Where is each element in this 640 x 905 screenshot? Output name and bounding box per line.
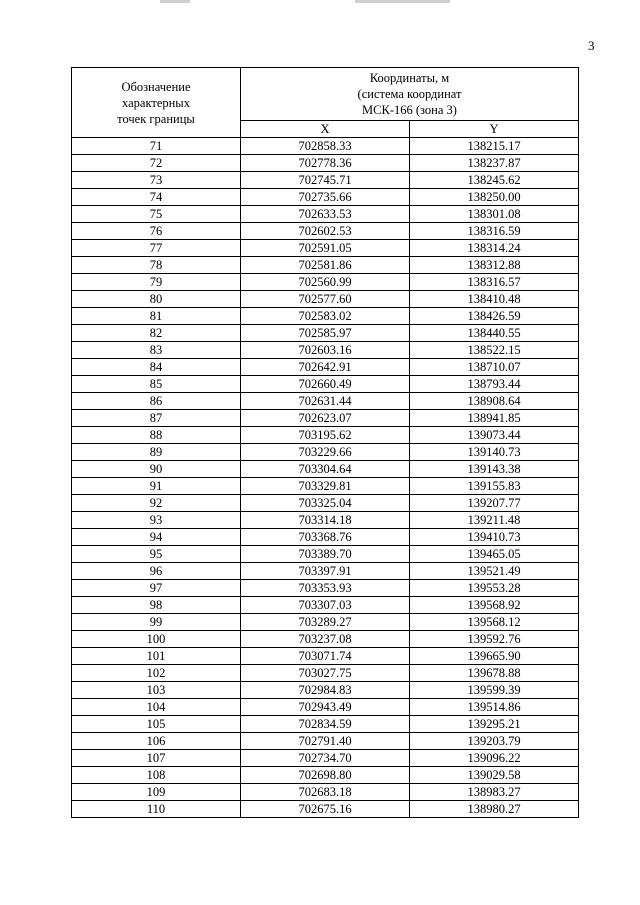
- coordinates-header: [241, 68, 579, 121]
- point-number-cell: 109: [72, 784, 241, 801]
- y-coordinate-cell: 139143.38: [410, 461, 579, 478]
- y-coordinate-cell: 138410.48: [410, 291, 579, 308]
- y-coordinate-cell: 139521.49: [410, 563, 579, 580]
- x-coordinate-cell: 702591.05: [241, 240, 410, 257]
- x-column-header: X: [241, 121, 410, 138]
- point-number-cell: 86: [72, 393, 241, 410]
- table-row: [72, 631, 579, 648]
- point-number-cell: 110: [72, 801, 241, 818]
- table-row: [72, 597, 579, 614]
- table-row: [72, 189, 579, 206]
- x-coordinate-cell: 702698.80: [241, 767, 410, 784]
- y-coordinate-cell: 139207.77: [410, 495, 579, 512]
- x-coordinate-cell: 702791.40: [241, 733, 410, 750]
- header-line: точек границы: [117, 111, 195, 126]
- point-number-cell: 105: [72, 716, 241, 733]
- table-row: [72, 767, 579, 784]
- table-row: [72, 257, 579, 274]
- y-coordinate-cell: 138250.00: [410, 189, 579, 206]
- point-number-cell: 101: [72, 648, 241, 665]
- point-number-cell: 72: [72, 155, 241, 172]
- x-coordinate-cell: 702735.66: [241, 189, 410, 206]
- y-coordinate-cell: 139592.76: [410, 631, 579, 648]
- scan-artifact: [160, 0, 190, 3]
- point-number-cell: 81: [72, 308, 241, 325]
- table-row: [72, 682, 579, 699]
- table-row: [72, 495, 579, 512]
- y-coordinate-cell: 139295.21: [410, 716, 579, 733]
- header-line: Обозначение: [121, 79, 191, 94]
- page-number: 3: [588, 38, 595, 53]
- x-coordinate-cell: 703389.70: [241, 546, 410, 563]
- x-coordinate-cell: 703368.76: [241, 529, 410, 546]
- point-number-cell: 73: [72, 172, 241, 189]
- point-number-cell: 79: [72, 274, 241, 291]
- table-row: [72, 359, 579, 376]
- table-row: [72, 512, 579, 529]
- x-coordinate-cell: 702858.33: [241, 138, 410, 155]
- point-number-cell: 76: [72, 223, 241, 240]
- y-coordinate-cell: 138314.24: [410, 240, 579, 257]
- y-coordinate-cell: 139155.83: [410, 478, 579, 495]
- table-row: [72, 206, 579, 223]
- point-number-cell: 91: [72, 478, 241, 495]
- y-coordinate-cell: 138316.57: [410, 274, 579, 291]
- point-number-cell: 106: [72, 733, 241, 750]
- table-row: [72, 325, 579, 342]
- table-row: [72, 716, 579, 733]
- table-row: [72, 444, 579, 461]
- point-number-cell: 108: [72, 767, 241, 784]
- point-number-cell: 92: [72, 495, 241, 512]
- table-row: [72, 274, 579, 291]
- x-coordinate-cell: 703229.66: [241, 444, 410, 461]
- x-coordinate-cell: 703397.91: [241, 563, 410, 580]
- table-row: [72, 750, 579, 767]
- x-coordinate-cell: 702943.49: [241, 699, 410, 716]
- point-number-cell: 95: [72, 546, 241, 563]
- table-row: [72, 461, 579, 478]
- x-coordinate-cell: 702642.91: [241, 359, 410, 376]
- table-row: [72, 665, 579, 682]
- point-label-header: [72, 68, 241, 138]
- table-row: [72, 529, 579, 546]
- header-line: МСК-166 (зона 3): [362, 103, 457, 117]
- point-number-cell: 93: [72, 512, 241, 529]
- header-line: Координаты, м: [369, 71, 450, 85]
- point-number-cell: 74: [72, 189, 241, 206]
- x-coordinate-cell: 702745.71: [241, 172, 410, 189]
- y-column-header: Y: [410, 121, 579, 138]
- x-coordinate-cell: 703307.03: [241, 597, 410, 614]
- x-coordinate-cell: 702834.59: [241, 716, 410, 733]
- table-row: [72, 648, 579, 665]
- point-number-cell: 103: [72, 682, 241, 699]
- x-coordinate-cell: 703195.62: [241, 427, 410, 444]
- x-coordinate-cell: 702633.53: [241, 206, 410, 223]
- point-number-cell: 84: [72, 359, 241, 376]
- table-row: [72, 733, 579, 750]
- y-coordinate-cell: 139073.44: [410, 427, 579, 444]
- x-coordinate-cell: 702583.02: [241, 308, 410, 325]
- table-row: [72, 376, 579, 393]
- y-coordinate-cell: 139029.58: [410, 767, 579, 784]
- point-number-cell: 90: [72, 461, 241, 478]
- y-coordinate-cell: 139514.86: [410, 699, 579, 716]
- y-coordinate-cell: 139553.28: [410, 580, 579, 597]
- point-number-cell: 89: [72, 444, 241, 461]
- point-number-cell: 99: [72, 614, 241, 631]
- y-coordinate-cell: 139211.48: [410, 512, 579, 529]
- y-coordinate-cell: 138237.87: [410, 155, 579, 172]
- y-coordinate-cell: 139410.73: [410, 529, 579, 546]
- x-coordinate-cell: 703237.08: [241, 631, 410, 648]
- table-row: [72, 291, 579, 308]
- point-number-cell: 78: [72, 257, 241, 274]
- table-row: [72, 784, 579, 801]
- y-coordinate-cell: 139465.05: [410, 546, 579, 563]
- table-row: [72, 699, 579, 716]
- table-row: [72, 410, 579, 427]
- y-coordinate-cell: 138941.85: [410, 410, 579, 427]
- point-number-cell: 94: [72, 529, 241, 546]
- x-coordinate-cell: 702560.99: [241, 274, 410, 291]
- x-coordinate-cell: 702631.44: [241, 393, 410, 410]
- table-row: [72, 427, 579, 444]
- table-row: [72, 393, 579, 410]
- y-coordinate-cell: 139568.92: [410, 597, 579, 614]
- x-coordinate-cell: 702683.18: [241, 784, 410, 801]
- table-row: [72, 342, 579, 359]
- point-number-cell: 82: [72, 325, 241, 342]
- point-number-cell: 87: [72, 410, 241, 427]
- x-coordinate-cell: 703071.74: [241, 648, 410, 665]
- y-coordinate-cell: 138793.44: [410, 376, 579, 393]
- point-number-cell: 85: [72, 376, 241, 393]
- y-coordinate-cell: 138980.27: [410, 801, 579, 818]
- y-coordinate-cell: 138312.88: [410, 257, 579, 274]
- y-coordinate-cell: 138983.27: [410, 784, 579, 801]
- y-coordinate-cell: 138522.15: [410, 342, 579, 359]
- x-coordinate-cell: 702734.70: [241, 750, 410, 767]
- table-row: [72, 138, 579, 155]
- x-coordinate-cell: 702623.07: [241, 410, 410, 427]
- table-row: [72, 546, 579, 563]
- point-number-cell: 100: [72, 631, 241, 648]
- table-row: [72, 172, 579, 189]
- y-coordinate-cell: 138245.62: [410, 172, 579, 189]
- y-coordinate-cell: 139599.39: [410, 682, 579, 699]
- header-line: характерных: [122, 95, 190, 110]
- coordinates-table: [71, 67, 579, 818]
- table-row: [72, 240, 579, 257]
- table-row: [72, 155, 579, 172]
- x-coordinate-cell: 703329.81: [241, 478, 410, 495]
- point-number-cell: 98: [72, 597, 241, 614]
- y-coordinate-cell: 139203.79: [410, 733, 579, 750]
- table-row: [72, 614, 579, 631]
- x-coordinate-cell: 702778.36: [241, 155, 410, 172]
- point-number-cell: 77: [72, 240, 241, 257]
- x-coordinate-cell: 702675.16: [241, 801, 410, 818]
- point-number-cell: 97: [72, 580, 241, 597]
- x-coordinate-cell: 702660.49: [241, 376, 410, 393]
- y-coordinate-cell: 138215.17: [410, 138, 579, 155]
- y-coordinate-cell: 138316.59: [410, 223, 579, 240]
- point-number-cell: 75: [72, 206, 241, 223]
- x-coordinate-cell: 702603.16: [241, 342, 410, 359]
- table-row: [72, 223, 579, 240]
- table-row: [72, 580, 579, 597]
- x-coordinate-cell: 702984.83: [241, 682, 410, 699]
- point-number-cell: 96: [72, 563, 241, 580]
- y-coordinate-cell: 138301.08: [410, 206, 579, 223]
- y-coordinate-cell: 138908.64: [410, 393, 579, 410]
- x-coordinate-cell: 703289.27: [241, 614, 410, 631]
- table-body: [72, 138, 579, 818]
- x-coordinate-cell: 703353.93: [241, 580, 410, 597]
- point-number-cell: 83: [72, 342, 241, 359]
- x-coordinate-cell: 702581.86: [241, 257, 410, 274]
- point-number-cell: 102: [72, 665, 241, 682]
- point-number-cell: 104: [72, 699, 241, 716]
- y-coordinate-cell: 139665.90: [410, 648, 579, 665]
- header-line: (система координат: [357, 87, 462, 101]
- point-number-cell: 88: [72, 427, 241, 444]
- x-coordinate-cell: 703027.75: [241, 665, 410, 682]
- y-coordinate-cell: 139678.88: [410, 665, 579, 682]
- table-row: [72, 308, 579, 325]
- x-coordinate-cell: 703304.64: [241, 461, 410, 478]
- x-coordinate-cell: 703314.18: [241, 512, 410, 529]
- table-row: [72, 563, 579, 580]
- table-row: [72, 801, 579, 818]
- x-coordinate-cell: 702585.97: [241, 325, 410, 342]
- x-coordinate-cell: 702577.60: [241, 291, 410, 308]
- y-coordinate-cell: 139140.73: [410, 444, 579, 461]
- x-coordinate-cell: 703325.04: [241, 495, 410, 512]
- point-number-cell: 80: [72, 291, 241, 308]
- y-coordinate-cell: 138440.55: [410, 325, 579, 342]
- y-coordinate-cell: 138426.59: [410, 308, 579, 325]
- table-row: [72, 478, 579, 495]
- y-coordinate-cell: 139568.12: [410, 614, 579, 631]
- point-number-cell: 107: [72, 750, 241, 767]
- x-coordinate-cell: 702602.53: [241, 223, 410, 240]
- y-coordinate-cell: 139096.22: [410, 750, 579, 767]
- y-coordinate-cell: 138710.07: [410, 359, 579, 376]
- scan-artifact: [355, 0, 450, 3]
- point-number-cell: 71: [72, 138, 241, 155]
